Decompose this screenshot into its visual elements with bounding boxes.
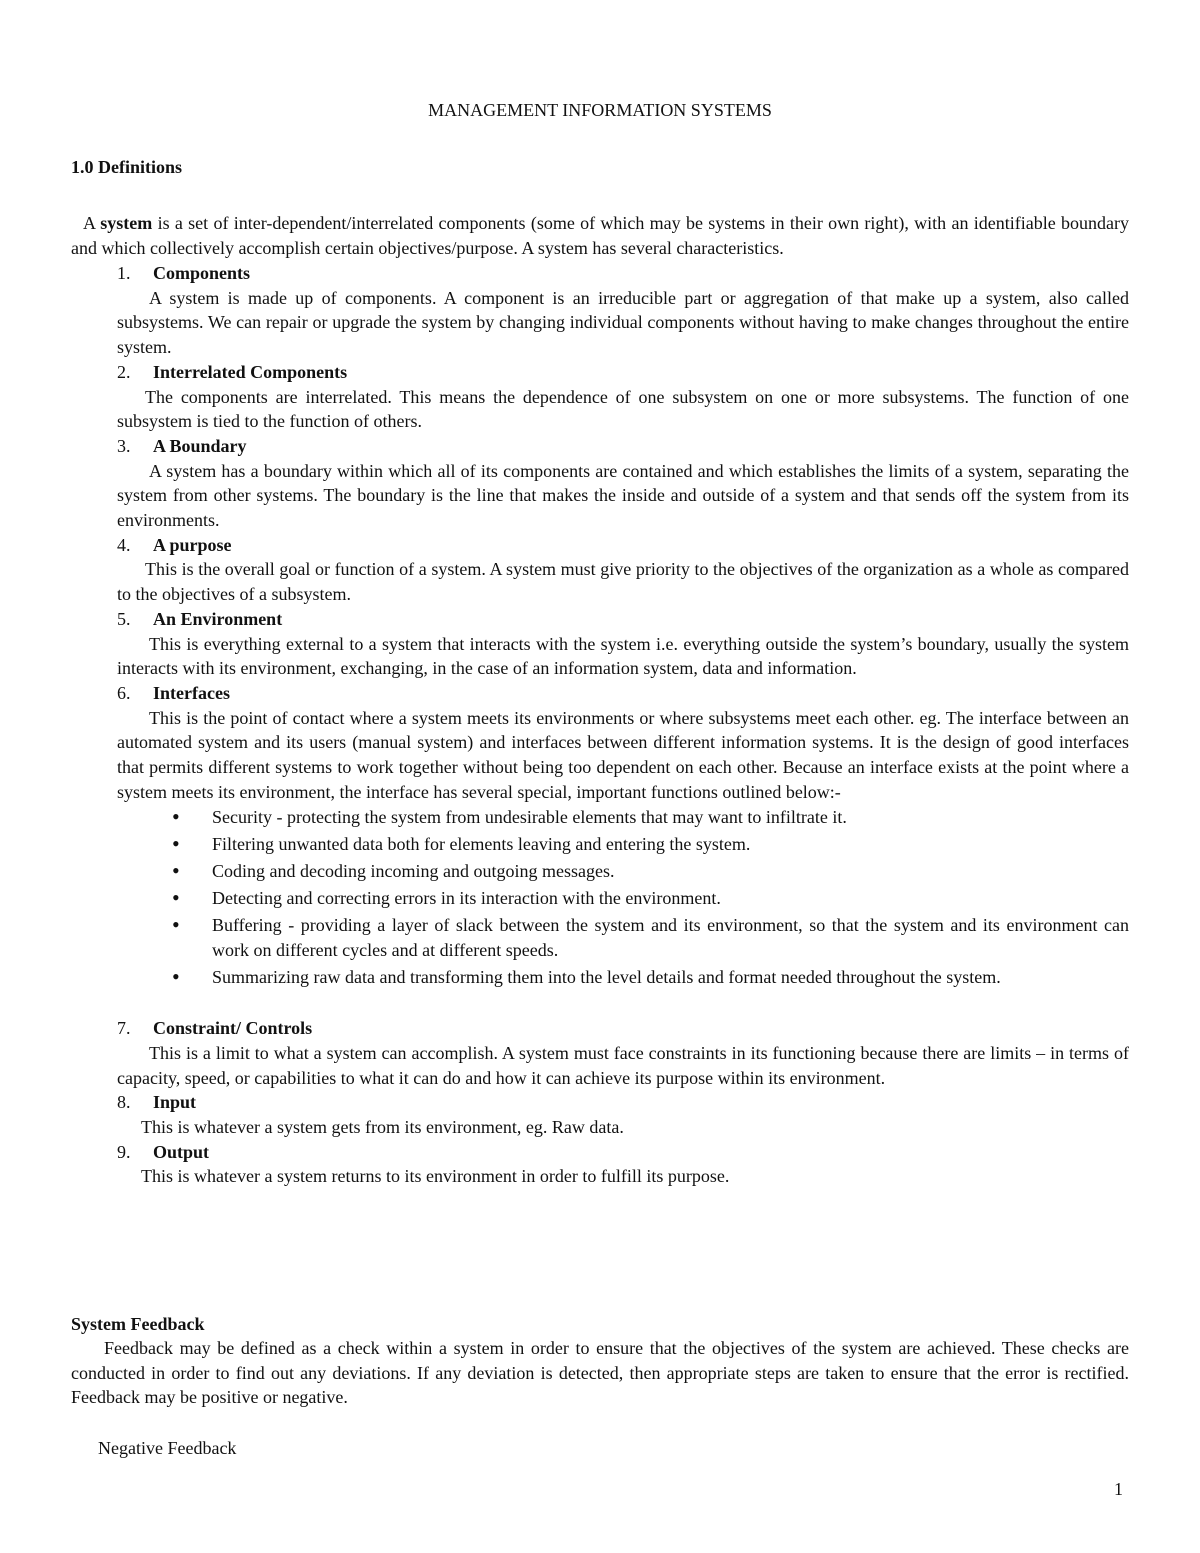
- item-heading: Components: [153, 263, 251, 283]
- item-number: 5.: [117, 608, 131, 629]
- item-text: This is whatever a system returns to its environment in order to fulfill its purpose.: [141, 1166, 730, 1187]
- item-text: This is everything external to a system that interacts with the system i.e. everything outside the system’s boundary, usually the system interacts with its environment, exchanging, in the case of an information system, data and information.: [117, 633, 1129, 679]
- bullet-item: • Buffering - providing a layer of slack between the system and its environment, so that the system and its environment can work on different cycles and at different speeds.: [172, 913, 1129, 962]
- intro-paragraph: [71, 211, 1129, 260]
- item-number: 1.: [117, 263, 131, 283]
- list-item-input: [117, 1090, 1129, 1139]
- characteristics-list: [117, 261, 1129, 1189]
- item-heading: Output: [153, 1141, 210, 1162]
- item-heading: Interrelated Components: [153, 361, 348, 382]
- item-number: 4.: [117, 534, 131, 555]
- bullet-item: • Filtering unwanted data both for elements leaving and entering the system.: [172, 832, 1129, 857]
- page-number: 1: [1114, 1479, 1123, 1499]
- negative-feedback-heading: Negative Feedback: [98, 1438, 237, 1458]
- item-text: This is the overall goal or function of a system. A system must give priority to the objectives of the organization as a whole as compared to the objectives of a subsystem.: [117, 559, 1129, 605]
- bullet-item: • Summarizing raw data and transforming them into the level details and format needed throughout the system.: [172, 965, 1129, 990]
- item-heading: A purpose: [153, 534, 232, 555]
- item-heading: Constraint/ Controls: [153, 1018, 313, 1039]
- list-item-interrelated-components: [117, 360, 1129, 434]
- list-item-components: [117, 261, 1129, 360]
- list-item-output: [117, 1140, 1129, 1189]
- intro-rest: is a set of inter-dependent/interrelated components (some of which may be systems in their own right), with an identifiable boundary and which collectively accomplish certain objectives/purpose. A system has several characteristics.: [71, 213, 1129, 258]
- item-heading: An Environment: [153, 608, 283, 629]
- feedback-heading: System Feedback: [71, 1314, 205, 1334]
- list-item-constraints: [117, 1016, 1129, 1090]
- list-item-interfaces: [117, 681, 1129, 990]
- item-text: This is the point of contact where a system meets its environments or where subsystems meet each other. eg. The interface between an automated system and its users (manual system) and interfaces between different information systems. It is the design of good interfaces that permits different systems to work together without being too dependent on each other. Because an interface exists at the point where a system meets its environment, the interface has several special, important functions outlined below:-: [117, 707, 1129, 802]
- item-text: A system has a boundary within which all of its components are contained and which establishes the limits of a system, separating the system from other systems. The boundary is the line that makes the inside and outside of a system and that sends off the system from its environments.: [117, 460, 1129, 531]
- list-item-boundary: [117, 434, 1129, 533]
- feedback-paragraph: Feedback may be defined as a check within a system in order to ensure that the objectives of the system are achieved. These checks are conducted in order to find out any deviations. If any deviation is detected, then appropriate steps are taken to ensure that the error is rectified. Feedback may be positive or negative.: [71, 1338, 1129, 1408]
- item-text: A system is made up of components. A component is an irreducible part or aggregation of that make up a system, also called subsystems. We can repair or upgrade the system by changing individual components without having to make changes throughout the entire system.: [117, 287, 1129, 358]
- bullet-item: • Coding and decoding incoming and outgoing messages.: [172, 859, 1129, 884]
- list-item-purpose: [117, 533, 1129, 607]
- item-number: 8.: [117, 1092, 131, 1113]
- item-heading: Input: [153, 1092, 197, 1113]
- item-number: 6.: [117, 682, 131, 703]
- list-item-environment: [117, 607, 1129, 681]
- item-text: The components are interrelated. This means the dependence of one subsystem on one or more subsystems. The function of one subsystem is tied to the function of others.: [117, 386, 1129, 432]
- item-heading: A Boundary: [153, 435, 247, 456]
- item-number: 2.: [117, 361, 131, 382]
- section-heading: 1.0 Definitions: [71, 157, 183, 177]
- item-text: This is whatever a system gets from its environment, eg. Raw data.: [141, 1116, 624, 1137]
- interface-functions-list: [172, 805, 1129, 989]
- bullet-item: • Security - protecting the system from undesirable elements that may want to infiltrate it.: [172, 805, 1129, 830]
- intro-lead: A: [83, 213, 101, 233]
- item-text: This is a limit to what a system can accomplish. A system must face constraints in its functioning because there are limits – in terms of capacity, speed, or capabilities to what it can do and how it can achieve its purpose within its environment.: [117, 1042, 1129, 1088]
- item-number: 7.: [117, 1018, 131, 1039]
- bullet-item: • Detecting and correcting errors in its interaction with the environment.: [172, 886, 1129, 911]
- document-title: MANAGEMENT INFORMATION SYSTEMS: [428, 100, 772, 120]
- item-number: 9.: [117, 1141, 131, 1162]
- item-heading: Interfaces: [153, 682, 230, 703]
- item-number: 3.: [117, 435, 131, 456]
- intro-term: system: [100, 213, 153, 233]
